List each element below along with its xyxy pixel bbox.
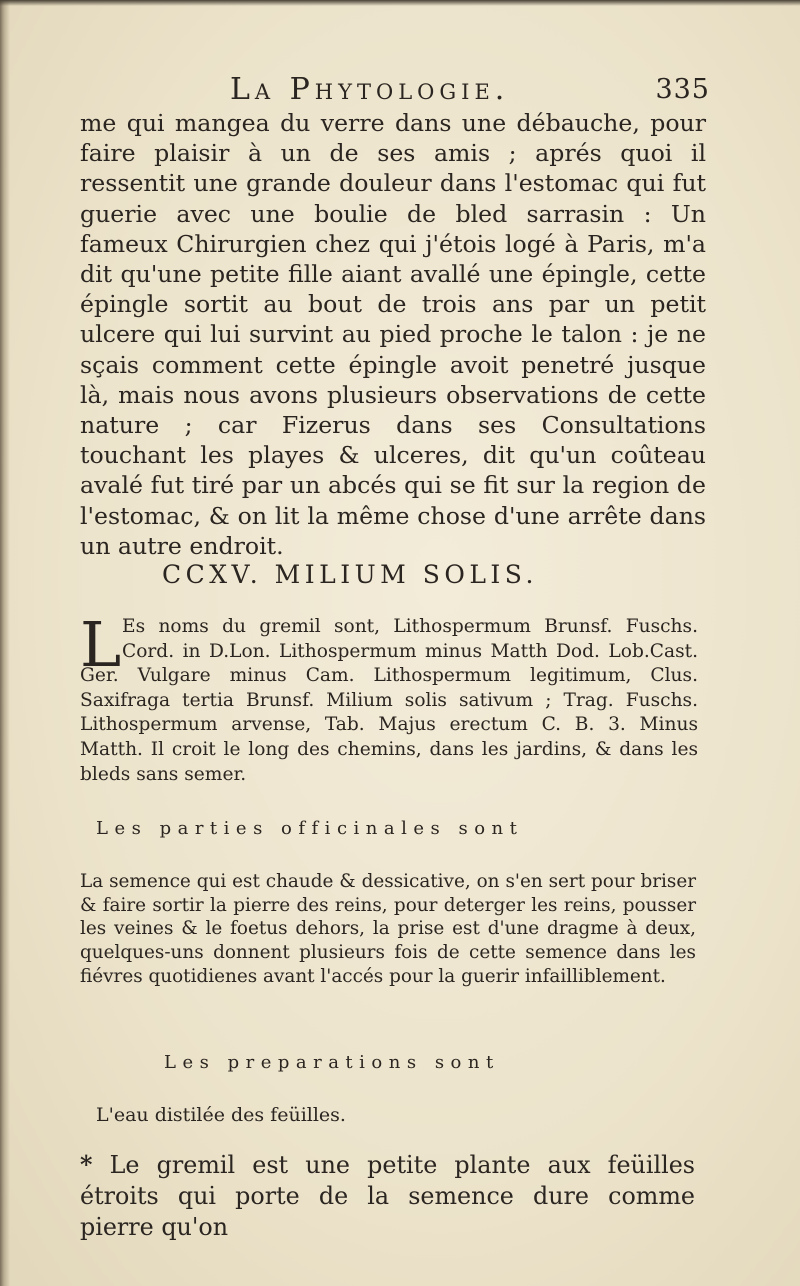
subheading-officinal-parts: Les parties officinales sont	[96, 818, 524, 839]
preparations-paragraph: L'eau distilée des feüilles.	[96, 1104, 346, 1126]
page-number: 335	[655, 74, 710, 105]
section-title: CCXV. MILIUM SOLIS.	[162, 560, 538, 589]
subheading-preparations: Les preparations sont	[164, 1052, 500, 1073]
page-top-edge	[0, 0, 800, 6]
body-paragraph-continued: me qui mangea du verre dans une débauche, pour faire plaisir à un de ses amis ; aprés quoi il ressentit une grande douleur dans l'estomac qui fut guerie avec une boulie de bled sarrasin : Un fameux Chirurgien chez qui j'étois logé à Paris, m'a dit qu'une petite fille aiant avallé une épingle, cette épingle sortit au bout de trois ans par un petit ulcere qui lui survint au pied proche le talon : je ne sçais comment cette épingle avoit penetré jusque là, mais nous avons plusieurs observations de cette nature ; car Fizerus dans ses Consultations touchant les playes & ulceres, dit qu'un coûteau avalé fut tiré par un abcés qui se fit sur la region de l'estomac, & on lit la même chose d'une arrête dans un autre endroit.	[80, 109, 706, 560]
plant-names-text: Es noms du gremil sont, Lithospermum Brunsf. Fuschs. Cord. in D.Lon. Lithospermum minus Matth Dod. Lob.Cast. Ger. Vulgare minus Cam. Lithospermum legitimum, Clus. Saxifraga tertia Brunsf. Milium solis sativum ; Trag. Fuschs. Lithospermum arvense, Tab. Majus erectum C. B. 3. Minus Matth. Il croit le long des chemins, dans les jardins, & dans les bleds sans semer.	[80, 616, 698, 785]
footnote-asterisk: *	[80, 1151, 93, 1179]
plant-names-paragraph	[80, 608, 698, 787]
footnote-text: Le gremil est une petite plante aux feüilles étroits qui porte de la semence dure comme pierre qu'on	[80, 1151, 695, 1241]
page-binding-edge	[0, 0, 10, 1286]
running-title: La Phytologie.	[230, 72, 510, 107]
drop-cap: L	[80, 608, 122, 681]
footnote-paragraph	[80, 1150, 695, 1243]
page-header	[80, 72, 710, 108]
drop-cap-indent	[80, 615, 122, 663]
officinal-parts-paragraph: La semence qui est chaude & dessicative, on s'en sert pour briser & faire sortir la pierre des reins, pour deterger les reins, pousser les veines & le foetus dehors, la prise est d'une dragme à deux, quelques-uns donnent plusieurs fois de cette semence dans les fiévres quotidienes avant l'accés pour la guerir infailliblement.	[80, 871, 696, 987]
